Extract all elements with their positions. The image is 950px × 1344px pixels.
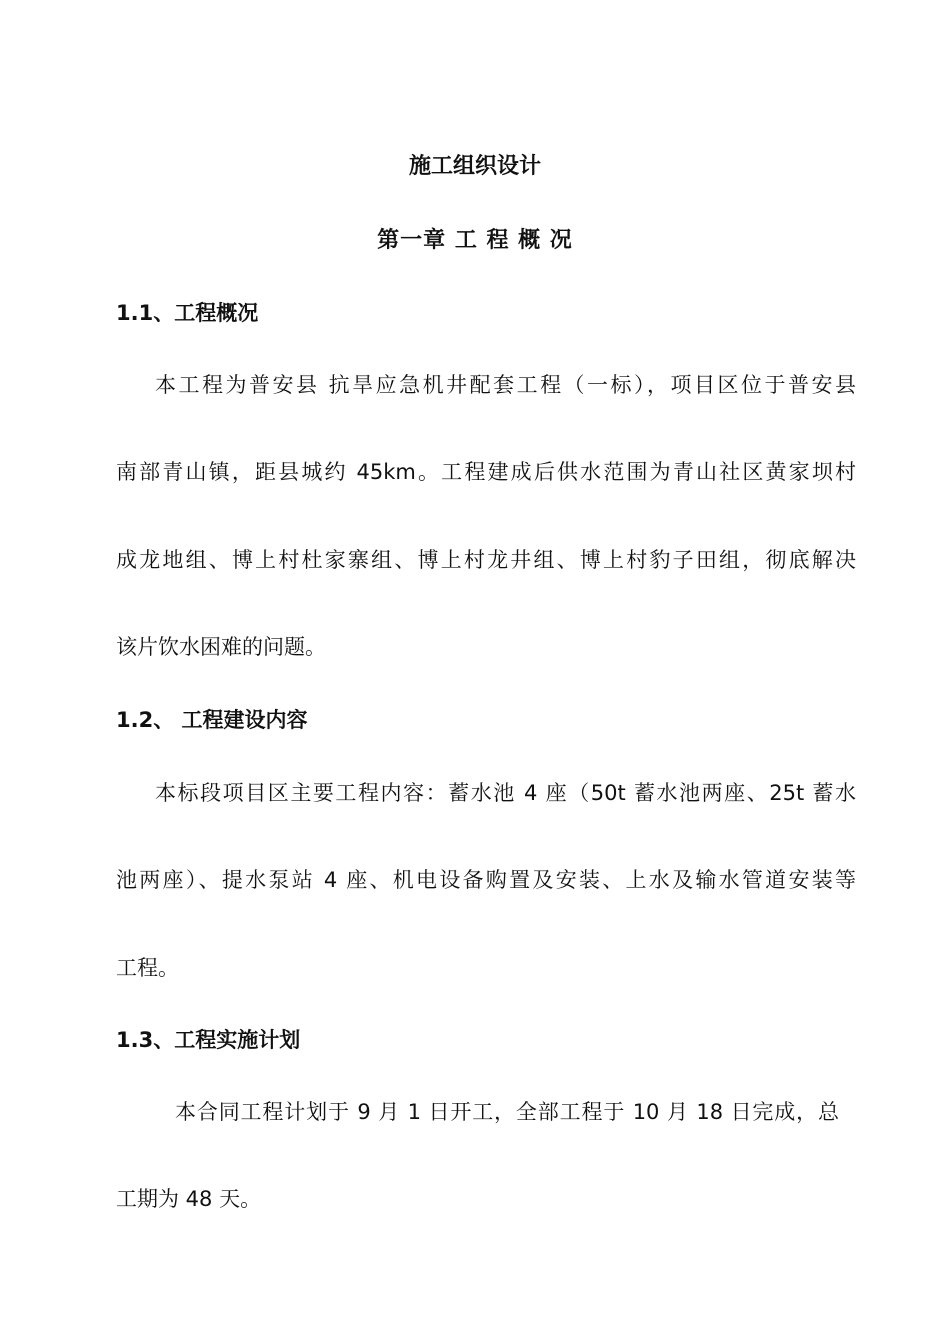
paragraph-line: 该片饮水困难的问题。 bbox=[116, 635, 326, 659]
paragraph-line: 池两座）、提水泵站 4 座、机电设备购置及安装、上水及输水管道安装等 bbox=[116, 868, 856, 892]
paragraph-line: 成龙地组、博上村杜家寨组、博上村龙井组、博上村豹子田组，彻底解决 bbox=[116, 548, 856, 572]
paragraph-line: 本标段项目区主要工程内容：蓄水池 4 座（50t 蓄水池两座、25t 蓄水 bbox=[155, 781, 856, 805]
paragraph-line: 工程。 bbox=[116, 956, 179, 980]
section-heading-1-1: 1.1、工程概况 bbox=[116, 301, 259, 325]
chapter-title: 第一章 工 程 概 况 bbox=[377, 228, 573, 253]
paragraph-line: 本合同工程计划于 9 月 1 日开工，全部工程于 10 月 18 日完成，总 bbox=[175, 1100, 839, 1124]
paragraph-line: 南部青山镇，距县城约 45km。工程建成后供水范围为青山社区黄家坝村 bbox=[116, 460, 856, 484]
paragraph-line: 本工程为普安县 抗旱应急机井配套工程（一标），项目区位于普安县 bbox=[155, 373, 856, 397]
section-heading-1-2: 1.2、 工程建设内容 bbox=[116, 708, 308, 732]
section-heading-1-3: 1.3、工程实施计划 bbox=[116, 1028, 301, 1052]
document-title: 施工组织设计 bbox=[408, 154, 541, 179]
paragraph-line: 工期为 48 天。 bbox=[116, 1187, 262, 1211]
